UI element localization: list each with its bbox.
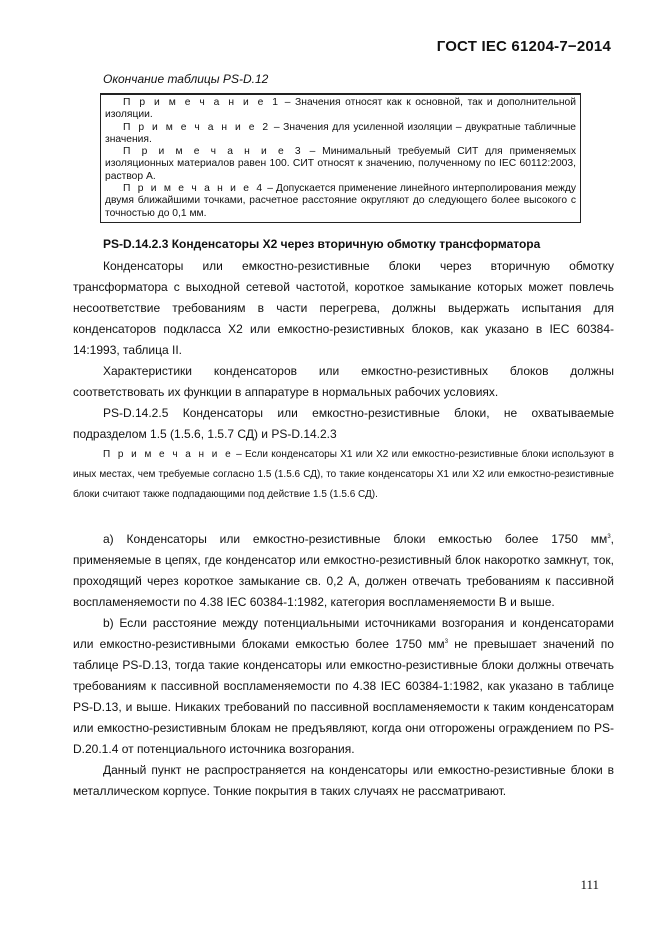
paragraph-characteristics: Характеристики конденсаторов или емкостно-резистивных блоков должны соответствовать их функции в аппаратуре в нормальных рабочих условиях. <box>73 364 614 399</box>
table-notes-box <box>100 93 581 223</box>
section-heading: PS-D.14.2.3 Конденсаторы Х2 через вторичную обмотку трансформатора <box>103 237 541 251</box>
note-text: – Значения для усиленной изоляции – двукратные табличные значения. <box>105 121 576 145</box>
table-note-1 <box>105 97 576 122</box>
superscript-unit: 3 <box>444 639 449 645</box>
note-label: П р и м е ч а н и е 1 <box>123 97 281 108</box>
table-note-2 <box>105 122 576 147</box>
table-caption: Окончание таблицы PS-D.12 <box>103 72 269 86</box>
item-a-text-end: , применяемые в цепях, где конденсатор или емкостно-резистивный блок накоротко замкнут, ток, проходящий через короткое замыкание св. 0,2 А, должен отвечать требованиям к пассивной воспламеняемости по 4.38 IEC 60384-1:1982, категория воспламеняемости В и выше. <box>73 532 614 609</box>
note-text: – Значения относят как к основной, так и дополнительной изоляции. <box>105 97 577 121</box>
note-label: П р и м е ч а н и е 3 <box>123 146 303 158</box>
paragraph-note <box>73 445 614 505</box>
note-block <box>73 445 614 505</box>
note-text: – Если конденсаторы X1 или X2 или емкостно-резистивные блоки используют в иных местах, чем требуемые согласно 1.5 (1.5.6 СД), то такие конденсаторы X1 или X2 или емкостно-резистивные блоки считают также подпадающими под действие 1.5 (1.5.6 СД). <box>73 449 614 500</box>
note-label: П р и м е ч а н и е 2 <box>123 121 271 133</box>
table-note-4 <box>105 183 576 220</box>
item-b-text-start: b) Если расстояние между потенциальными источниками возгорания и конденсаторами или емкостно-резистивными блоками емкостью более 1750 мм <box>73 616 614 651</box>
page-number: 111 <box>580 877 599 892</box>
note-label: П р и м е ч а н и е <box>103 449 233 460</box>
requirements-block <box>73 529 614 802</box>
table-note-3 <box>105 146 576 183</box>
item-b-text-end: не превышает значений по таблице PS-D.13, тогда такие конденсаторы или емкостно-резистивные блоки должны отвечать требованиям к пассивной воспламеняемости по 4.38 IEC 60384-1:1982, как указано в таблице PS-D.13, и выше. Никаких требований по пассивной воспламеняемости к таким конденсаторам или емкостно-резистивным блокам не предъявляют, когда они отгорожены ограждением по PS-D.20.1.4 от потенциального источника возгорания. <box>73 637 614 756</box>
paragraph-item-b <box>73 613 614 760</box>
note-label: П р и м е ч а н и е 4 <box>123 183 265 195</box>
paragraph-capacitors-secondary: Конденсаторы или емкостно-резистивные блоки через вторичную обмотку трансформатора с выходной сетевой частотой, короткое замыкание которых может повлечь несоответствие требованиям в части перегрева, должны выдержать испытания для конденсаторов подкласса Х2 или емкостно-резистивных блоков, как указано в IEC 60384-14:1993, таблица II. <box>73 259 614 357</box>
superscript-unit: 3 <box>607 534 611 540</box>
paragraph-item-a <box>73 529 614 613</box>
note-text: – Минимальный требуемый СИТ для применяемых изоляционных материалов равен 100. СИТ относят к значению, полученному по IEC 60112:2003, раствор А. <box>105 146 576 182</box>
note-text: – Допускается применение линейного интерполирования между двумя ближайшими точками, расчетное расстояние округляют до следующего более высокого с точностью до 0,1 мм. <box>105 183 576 219</box>
item-a-text-start: a) Конденсаторы или емкостно-резистивные блоки емкостью более 1750 мм <box>103 532 608 546</box>
paragraph-subclause-title: PS-D.14.2.5 Конденсаторы или емкостно-резистивные блоки, не охватываемые подразделом 1.5 (1.5.6, 1.5.7 СД) и PS-D.14.2.3 <box>73 406 614 441</box>
paragraph-metal-housing: Данный пункт не распространяется на конденсаторы или емкостно-резистивные блоки в металлическом корпусе. Тонкие покрытия в таких случаях не рассматривают. <box>73 763 614 798</box>
document-standard-title: ГОСТ IEC 61204-7−2014 <box>436 38 611 55</box>
section-body <box>73 256 614 445</box>
